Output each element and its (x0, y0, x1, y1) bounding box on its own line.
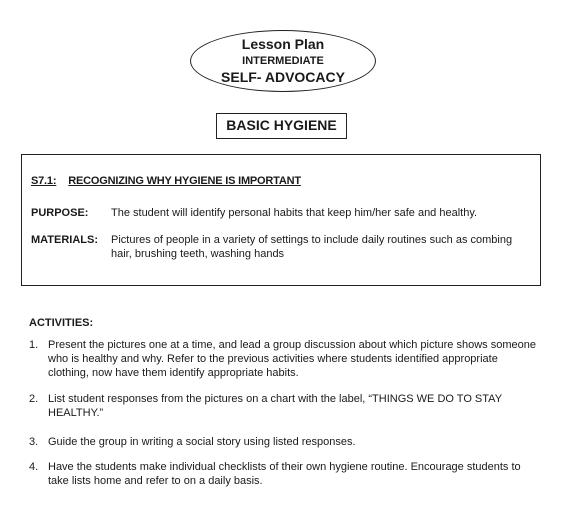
activity-number: 1. (29, 339, 39, 351)
activity-text: Guide the group in writing a social story using listed responses. (48, 436, 356, 448)
activities-heading: ACTIVITIES: (29, 317, 94, 329)
title-lesson-plan: Lesson Plan (241, 36, 325, 52)
materials-text: Pictures of people in a variety of settings to include daily routines such as combing hair, brushing teeth, washing hands (111, 234, 513, 260)
topic-box: BASIC HYGIENE (216, 113, 347, 139)
objective-box (21, 154, 541, 286)
title-subject: SELF- ADVOCACY (221, 69, 345, 85)
objective-heading (31, 175, 301, 187)
activity-number: 3. (29, 436, 39, 448)
purpose-label: PURPOSE: (31, 207, 89, 219)
purpose-text: The student will identify personal habits that keep him/her safe and healthy. (111, 207, 478, 219)
objective-code: S7.1: (31, 175, 57, 187)
activity-number: 2. (29, 393, 39, 405)
title-level: INTERMEDIATE (242, 55, 324, 67)
activity-text: Have the students make individual checklists of their own hygiene routine. Encourage students to take lists home and refer to on a daily basis. (48, 461, 521, 487)
activity-number: 4. (29, 461, 39, 473)
lesson-plan-title-oval (190, 30, 376, 92)
objective-title: RECOGNIZING WHY HYGIENE IS IMPORTANT (68, 175, 301, 187)
activity-text: Present the pictures one at a time, and lead a group discussion about which picture shows someone who is healthy and why. Refer to the previous activities where students identified appropriate clothing, now have them identify appropriate habits. (48, 339, 536, 379)
activity-text: List student responses from the pictures on a chart with the label, “THINGS WE DO TO STAY HEALTHY.” (48, 393, 502, 419)
materials-label: MATERIALS: (31, 234, 99, 246)
